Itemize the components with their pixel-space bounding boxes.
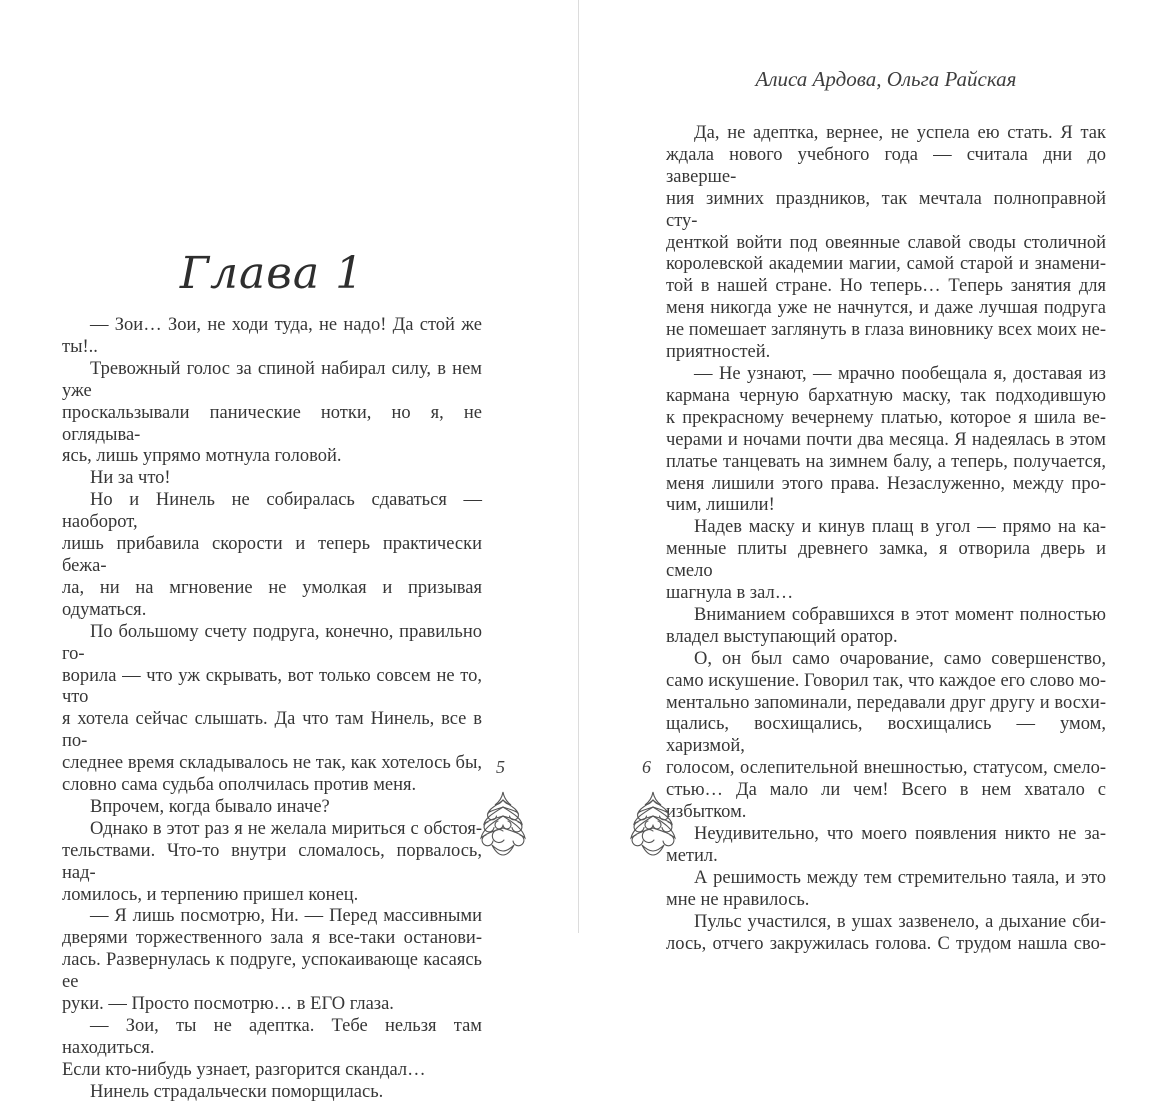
text-line: — Не узнают, — мрачно пообещала я, доставая из — [694, 363, 1106, 384]
text-line: О, он был само очарование, само совершенство, — [694, 648, 1106, 669]
text-line: к прекрасному вечернему платью, которое я шила ве- — [666, 407, 1106, 428]
text-line: Если кто-нибудь узнает, разгорится скандал… — [62, 1059, 426, 1080]
text-line: стью… Да мало ли чем! Всего в нем хватало с избытком. — [666, 780, 1106, 823]
text-line: владел выступающий оратор. — [666, 626, 898, 647]
text-line: меня лишили этого права. Незаслуженно, между про- — [666, 473, 1106, 494]
text-line: лось, отчего закружилась голова. С трудом нашла сво- — [666, 933, 1106, 954]
text-line: той в нашей стране. Но теперь… Теперь занятия для — [666, 276, 1106, 297]
text-line: платье танцевать на зимнем балу, а теперь, получается, — [666, 451, 1106, 472]
text-line: ломилось, и терпению пришел конец. — [62, 884, 359, 905]
text-line: менные плиты древнего замка, я отворила дверь и смело — [666, 539, 1106, 582]
paragraph — [62, 1082, 482, 1104]
tree-flourish-icon — [628, 791, 678, 857]
paragraph — [666, 517, 1106, 605]
paragraph — [62, 797, 482, 819]
paragraph — [62, 622, 482, 797]
text-line: дверями торжественного зала я все-таки останови- — [62, 928, 482, 949]
text-line: словно сама судьба ополчилась против меня. — [62, 775, 417, 796]
text-line: голосом, ослепительной внешностью, статусом, смело- — [666, 758, 1106, 779]
text-line: я хотела сейчас слышать. Да что там Нинель, все в по- — [62, 709, 482, 752]
chapter-title: Глава 1 — [179, 248, 365, 299]
paragraph — [666, 824, 1106, 868]
paragraph — [62, 1016, 482, 1082]
text-line: лась. Развернулась к подруге, успокаивающе касаясь ее — [62, 950, 482, 993]
text-line: Но и Нинель не собиралась сдаваться — наоборот, — [62, 490, 482, 533]
text-line: Однако в этот раз я не желала мириться с обстоя- — [90, 818, 482, 839]
running-header-authors: Алиса Ардова, Ольга Райская — [755, 67, 1017, 91]
text-line: кармана черную бархатную маску, так подходившую — [666, 385, 1106, 406]
text-line: черами и ночами почти два месяца. Я надеялась в этом — [666, 429, 1106, 450]
text-line: Нинель страдальчески поморщилась. — [90, 1081, 384, 1102]
page-number-right: 6 — [642, 757, 651, 777]
text-line: ния зимних праздников, так мечтала полноправной сту- — [666, 188, 1106, 231]
text-line: проскальзывали панические нотки, но я, не оглядыва- — [62, 402, 482, 445]
text-line: само искушение. Говорил так, что каждое его слово мо- — [666, 670, 1106, 691]
text-line: — Я лишь посмотрю, Ни. — Перед массивными — [90, 906, 482, 927]
paragraph — [62, 819, 482, 907]
text-line: ясь, лишь упрямо мотнула головой. — [62, 446, 342, 467]
text-line: Тревожный голос за спиной набирал силу, в нем уже — [62, 358, 482, 401]
text-line: королевской академии магии, самой старой и знамени- — [666, 254, 1106, 275]
text-line: ментально запоминали, передавали друг другу и восхи- — [666, 692, 1106, 713]
paragraph — [62, 315, 482, 359]
text-line: ла, ни на мгновение не умолкая и призывая одуматься. — [62, 577, 482, 620]
page-right[interactable] — [666, 66, 1106, 955]
text-line: не помешает заглянуть в глаза виновнику всех моих не- — [666, 320, 1106, 341]
paragraph — [666, 605, 1106, 649]
text-line: мне не нравилось. — [666, 889, 810, 910]
paragraph — [62, 468, 482, 490]
text-line: Впрочем, когда бывало иначе? — [90, 796, 330, 817]
text-line: А решимость между тем стремительно таяла, и это — [694, 867, 1106, 888]
text-line: приятностей. — [666, 342, 771, 363]
paragraph — [62, 359, 482, 469]
text-line: шагнула в зал… — [666, 583, 794, 604]
text-line: щались, восхищались, восхищались — умом, харизмой, — [666, 714, 1106, 757]
text-line: тельствами. Что-то внутри сломалось, порвалось, над- — [62, 840, 482, 883]
text-line: — Зои, ты не адептка. Тебе нельзя там находиться. — [62, 1016, 482, 1058]
text-line: лишь прибавила скорости и теперь практически бежа- — [62, 534, 482, 576]
text-line: руки. — Просто посмотрю… в ЕГО глаза. — [62, 994, 394, 1015]
text-line: Ни за что! — [90, 468, 171, 489]
text-line: По большому счету подруга, конечно, правильно го- — [62, 621, 482, 664]
text-line: чим, лишили! — [666, 495, 775, 516]
paragraph — [666, 364, 1106, 517]
paragraph — [666, 912, 1106, 956]
page-spine-divider — [578, 0, 579, 933]
text-line: меня никогда уже не начнутся, и даже лучшая подруга — [666, 298, 1106, 319]
tree-flourish-icon — [478, 791, 528, 857]
text-line: ждала нового учебного года — считала дни до заверше- — [666, 144, 1106, 187]
text-line: — Зои… Зои, не ходи туда, не надо! Да стой же ты!.. — [62, 315, 482, 357]
text-line: денткой войти под овеянные славой своды столичной — [666, 232, 1106, 253]
text-line: следнее время складывалось не так, как хотелось бы, — [62, 753, 482, 774]
paragraph — [62, 906, 482, 1016]
paragraph — [62, 490, 482, 621]
text-line: Пульс участился, в ушах зазвенело, а дыхание сби- — [694, 911, 1106, 932]
text-line: Неудивительно, что моего появления никто не за- — [694, 824, 1106, 844]
text-line: Вниманием собравшихся в этот момент полностью — [694, 604, 1106, 625]
paragraph — [666, 123, 1106, 364]
page-number-left: 5 — [496, 757, 505, 777]
text-line: Надев маску и кинув плащ в угол — прямо на ка- — [694, 517, 1106, 538]
page-left[interactable] — [62, 243, 482, 1104]
text-line: ворила — что уж скрывать, вот только совсем не то, что — [62, 665, 482, 708]
paragraph — [666, 868, 1106, 912]
page-left-body-text — [62, 315, 482, 1104]
text-line: метил. — [666, 845, 718, 866]
page-right-body-text — [666, 123, 1106, 955]
text-line: Да, не адептка, вернее, не успела ею стать. Я так — [694, 123, 1106, 143]
paragraph — [666, 649, 1106, 824]
